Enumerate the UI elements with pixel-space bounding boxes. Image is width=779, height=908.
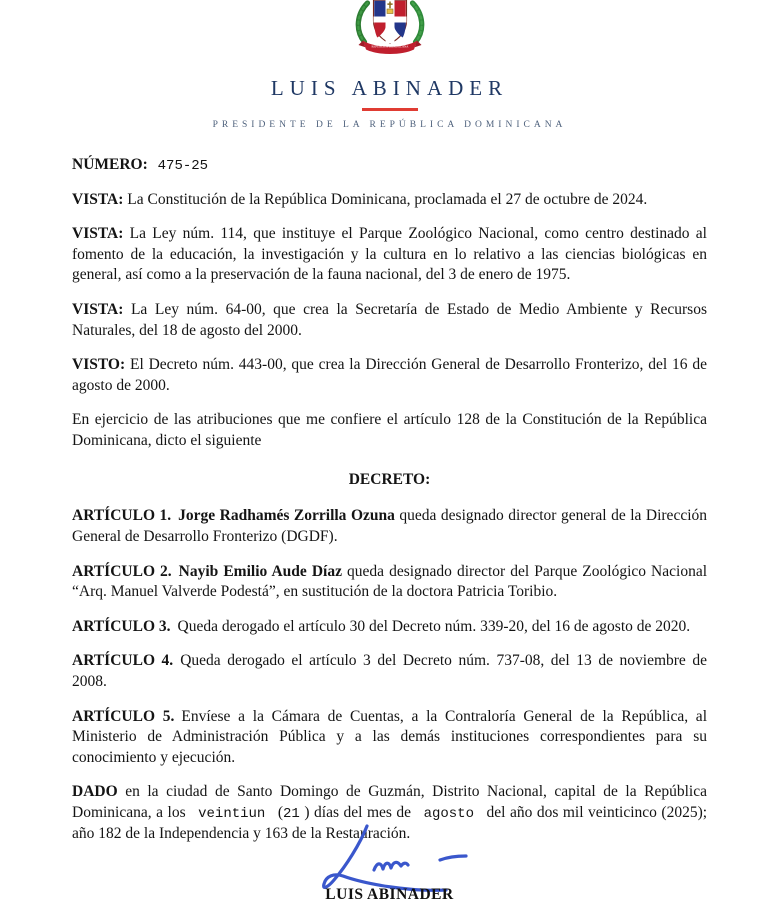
intro-paragraph: En ejercicio de las atribuciones que me confiere el artículo 128 de la Constitución de la República Dominicana, dicto el siguiente: [72, 411, 707, 450]
visto-text: El Decreto núm. 443-00, que crea la Dirección General de Desarrollo Fronterizo, del 16 de agosto de 2000.: [72, 356, 708, 394]
article-paragraph: [72, 617, 707, 638]
vista-text: La Constitución de la República Dominicana, proclamada el 27 de octubre de 2024.: [127, 190, 648, 208]
article-label: ARTÍCULO 3.: [72, 617, 171, 635]
president-subtitle: PRESIDENTE DE LA REPÚBLICA DOMINICANA: [212, 120, 567, 130]
article-label: ARTÍCULO 1.: [72, 507, 172, 525]
dado-text: en la ciudad de Santo Domingo de Guzmán, Distrito Nacional, capital de la República Dominicana, a los: [72, 783, 707, 822]
coat-of-arms-dominican-republic-icon: [344, 0, 436, 54]
article-text: Envíese a la Cámara de Cuentas, a la Contraloría General de la República, al Ministerio de Administración Pública y a las demás instituciones correspondientes para su conocimiento y ejecución.: [72, 707, 707, 766]
dado-text: del año dos mil veinticinco (2025); año 182 de la Independencia y 163 de la Restauración.: [72, 804, 708, 842]
article-paragraph: [72, 506, 707, 547]
president-name: LUIS ABINADER: [270, 76, 509, 100]
signature-block: [0, 822, 779, 904]
article-text: queda designado director del Parque Zoológico Nacional “Arq. Manuel Valverde Podestá”, en sustitución de la doctora Patricia Toribio.: [72, 562, 707, 601]
decree-body: [0, 130, 779, 844]
numero-label: NÚMERO:: [72, 156, 148, 173]
vista-paragraph: [72, 190, 707, 211]
article-label: ARTÍCULO 2.: [72, 562, 172, 580]
coat-of-arms-ribbon-text: REPÚBLICA DOMINICANA: [371, 44, 408, 49]
signature-icon: [270, 822, 510, 894]
numero-line: [72, 155, 707, 176]
dado-day-number-fill: 21: [283, 806, 300, 823]
vista-paragraph: [72, 224, 707, 286]
letterhead: [0, 0, 779, 130]
red-divider: [362, 108, 418, 111]
signature-name: LUIS ABINADER: [325, 886, 454, 903]
vista-text: La Ley núm. 114, que instituye el Parque Zoológico Nacional, como centro destinado al fomento de la educación, la investigación y la cultura en lo relativo a las ciencias biológicas en general, así como a la preservación de la fauna nacional, del 3 de enero de 1975.: [72, 225, 707, 284]
dado-label: DADO: [72, 783, 118, 801]
article-text: Queda derogado el artículo 3 del Decreto núm. 737-08, del 13 de noviembre de 2008.: [72, 652, 707, 690]
article-paragraph: [72, 651, 707, 692]
article-appointee-name: Nayib Emilio Aude Díaz: [178, 562, 342, 580]
dado-close-paren: ): [304, 804, 310, 822]
vista-label: VISTA:: [72, 190, 124, 208]
article-appointee-name: Jorge Radhamés Zorrilla Ozuna: [178, 507, 395, 525]
visto-paragraph: [72, 355, 707, 396]
article-label: ARTÍCULO 5.: [72, 707, 175, 725]
numero-value: 475-25: [157, 158, 209, 174]
dado-text: días del mes de: [314, 804, 412, 822]
article-text: queda designado director general de la Dirección General de Desarrollo Fronterizo (DGDF).: [72, 507, 708, 545]
vista-paragraph: [72, 300, 707, 341]
article-text: Queda derogado el artículo 30 del Decreto núm. 339-20, del 16 de agosto de 2020.: [177, 617, 691, 635]
dado-month-fill: agosto: [423, 806, 474, 823]
vista-label: VISTA:: [72, 225, 124, 243]
vista-text: La Ley núm. 64-00, que crea la Secretaría de Estado de Medio Ambiente y Recursos Naturales, del 18 de agosto del 2000.: [72, 301, 707, 339]
decreto-heading: DECRETO:: [348, 470, 431, 488]
article-paragraph: [72, 707, 707, 769]
visto-label: VISTO:: [72, 356, 126, 374]
article-label: ARTÍCULO 4.: [72, 652, 174, 670]
vista-label: VISTA:: [72, 301, 124, 319]
dado-open-paren: (: [277, 804, 284, 822]
dado-day-word-fill: veintiun: [198, 806, 266, 823]
article-paragraph: [72, 562, 707, 603]
